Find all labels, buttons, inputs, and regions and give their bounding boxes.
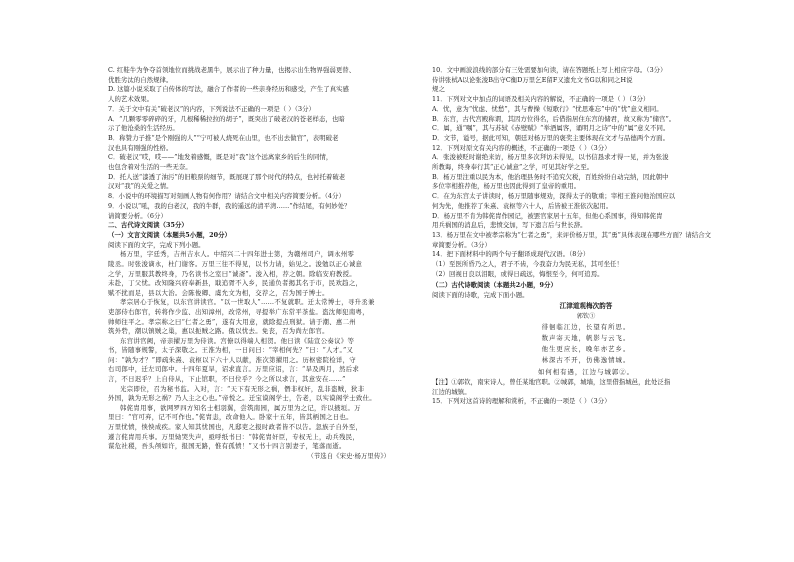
question-line: B．称赞力子推“是个刚强的人”“宁可被人烧死在山里，也不出去做官”，表明破老 — [108, 133, 339, 142]
question-line: D．托人送“漆透了油污”的旧粮票的细节，既展现了那个时代的特点，也衬托着破老 — [108, 172, 346, 181]
question-line: 8．小说中的环境描写对刻画人物有何作用？请结合文中相关内容简要分析。（4分） — [108, 192, 345, 201]
source-note: （节选自《宋史·杨万里传》） — [307, 451, 390, 460]
question-line: 14．把下面材料中的两个句子翻译成现代汉语。（8分） — [432, 250, 590, 259]
question-line: 12．下列对原文有关内容的概述，不正确的一项是（ ）（3分） — [432, 143, 611, 152]
question-line: C．在为东宫太子讲读时，杨万里随事规劝，深得太子的敬重；宰相王淮问他治国应以 — [432, 192, 676, 201]
question-line: D. 这篇小说采取了自传体的写法，融合了作者的一些亲身经历和感受，产生了真实感 — [108, 85, 349, 94]
passage-line: 谋危社稷，吾头颅如许，报国无路，惟有孤愤！”又书十四言别妻子，笔落而逝。 — [108, 442, 346, 451]
passage-line: 外国，孰为无形之祸？乃人主之心也。”帝悦之。迁宝谟阁学士，告老，以实谟阁学士致仕。 — [108, 394, 376, 403]
question-line: D．杨万里不肯为韩侂胄作园记，被罢官家居十五年，但他心系国事，得知韩侂胄 — [432, 211, 663, 220]
question-line: 多位宰相推荐他，杨万里也因此得到了皇帝的重用。 — [432, 182, 581, 191]
classical-prose-heading: （一）文言文阅读（本题共5小题，20分） — [108, 230, 231, 239]
passage-line: 右司郎中，迁左司郎中。十四年夏旱，诏求直言。万里应诏，言：“旱及两月，然后求 — [108, 365, 360, 374]
poetry-heading: （二）古代诗歌阅读（本题共2小题，9分） — [432, 281, 557, 290]
poem-line: 林深古不开，仿佛逸情城。 — [541, 356, 631, 365]
passage-line: 之学，万里服其教终身，乃名读书之室曰“诚斋”。浚入相，荐之朝。除临安府教授。 — [108, 269, 356, 278]
question-line: 何为先，他推荐了朱熹、袁枢等六十人，后皆被王淮依次起用。 — [432, 201, 613, 210]
poem-body — [432, 322, 740, 378]
passage-line: 书，皆随事规警，太子深敬之。王淮为相，一日问曰：“宰相何先？”曰：“人才。”又 — [108, 346, 354, 355]
question-line: A．“几颗零零碎碎的牙，几根稀稀拉拉的胡子”，既突出了破老汉的苍老样态，也暗 — [108, 114, 345, 123]
passage-line: 韩侂胄用事，欲网罗四方知名士相羽翼，尝筑南园，属万里为之记，许以掖垣。万 — [120, 403, 361, 412]
question-line: 7．关于文中有关“破老汉”的内容，下列说法不正确的一项是（ ）（3分） — [108, 104, 315, 113]
question-line: B．东宫，古代宫殿称谓，其因方位得名，后借指居住东宫的储君，故又称为“储宫”。 — [432, 114, 676, 123]
question-line: A．张浚被贬时谢绝来访，杨万里多次拜访未得见，以书信恳求才得一见，并为张浚 — [432, 153, 669, 162]
question-line: 汉也具有刚强的性格。 — [108, 143, 173, 152]
passage-line: 杨万里，字廷秀，吉州吉水人。中绍兴二十四年进士第，为赣州司户，调永州零 — [120, 250, 355, 259]
poem-author: 郭钦① — [576, 312, 596, 320]
question-line: D．文节，谥号，据此可知，朝廷对杨万里的褒奖主要体现在文才与品德两个方面。 — [432, 133, 670, 142]
passage-line: 遽言侂胄用兵事。万里恸哭失声，亟呼纸书曰：“韩侂胄奸臣，专权无上，动兵残民， — [108, 432, 360, 441]
question-line: C．属，通“嘱”，其与苏轼《赤壁赋》“举酒属客，诵明月之诗”中的“属”意义不同。 — [432, 124, 670, 133]
poem-instruction: 阅读下面的诗歌，完成下面小题。 — [432, 291, 529, 300]
passage-line: 孝宗居心于恢复，以东宫讲读官。“以一世取人”……不复就职。迁太常博士，寻升丞兼 — [120, 298, 375, 307]
passage-line: 东宫讲官阙，帝亲擢万里为侍读。宫僚以得端人相贺。他日读《陆宣公奏议》等 — [120, 336, 355, 345]
question-line: 章简要分析。（3分） — [432, 240, 491, 249]
question-line: A．忧，意为“忧虑、忧愁”，其与曹操《短歌行》“忧思难忘”中的“忧”意义相同。 — [432, 104, 663, 113]
passage-line: 里曰：“官可弃，记不可作也。”侂胄恚，改命他人。卧家十五年，皆其柄国之日也。 — [108, 413, 353, 422]
poem-title: 江津道观梅次韵答 — [559, 301, 613, 310]
section-two-heading: 二、古代诗文阅读（35分） — [108, 221, 188, 230]
passage-line: 陵丞。时张浚谪永，杜门谢客。万里三往不得见，以书力请，始见之。浚勉以正心诚意 — [108, 259, 363, 268]
poem-note-line: 【注】①郭钦，南宋诗人，曾任某地官职。②城郭，城墙，这里借指城邑，此处泛指 — [432, 377, 671, 386]
question-line: 汉对“我”的关爱之情。 — [108, 182, 173, 191]
passage-line: 吏部侍右郎官，转将作少监、出知漳州，改常州，寻提举广东常平茶盐。盗沈师犯南粤， — [108, 307, 369, 316]
question-line: 9．小说以“吼，我的白老汉，我的牛群，我的遥远的清平湾……”作结尾，有何妙处？ — [108, 201, 351, 210]
question-line: （1）至医所昏乃之人，君子不齿，今我奋力为民无私，其可坐任！ — [432, 260, 623, 269]
right-questions — [432, 95, 740, 279]
passage-line: 万里忧愤，怏怏成疾。家人知其忧国也，凡邸吏之报时政者皆不以告。忽族子自外至， — [108, 423, 363, 432]
question-line: 请简要分析。（6分） — [108, 211, 167, 220]
question-line: 也包含着对生活的一些无奈。 — [108, 163, 192, 172]
poem-note-line: 江边的城镇。 — [432, 387, 471, 396]
left-column — [108, 66, 410, 462]
passage-line: 未赴，丁父忧。改知隆兴府奉新县，戢追胥不入乡，民通负者揭其名于市，民欢趋之， — [108, 279, 363, 288]
question-15: 15．下列对这首诗的理解和赏析，不正确的一项是（ ）（3分） — [432, 397, 611, 406]
question-line: 11．下列对文中加点的词语及相关内容的解说，不正确的一项是（ ）（3分） — [432, 95, 650, 104]
question-line: 规之 — [432, 85, 445, 94]
poem-line: 数声寄天地，帆影与云飞。 — [541, 334, 631, 343]
left-top-questions — [108, 66, 410, 221]
read-instruction: 阅读下面的文字，完成下列小题。 — [108, 240, 205, 249]
passage-line: 筑外砦，潮以镇贼之巢，惠以扼贼之路。俄以忧去。免丧，召为尚左郎官。 — [108, 327, 329, 336]
question-line: 示了他沧桑的生活经历。 — [108, 124, 179, 133]
question-line: B．杨万里注重以民为本，他治理县务时不追究欠税，百姓纷纷自动完纳，因此朝中 — [432, 172, 669, 181]
question-line: 优胜劣汰的自然规律。 — [108, 75, 173, 84]
question-line: 10．文中画波浪线的部分有三处需要加句读，请在答题纸上写上相应字母。（3分） — [432, 66, 667, 74]
passage-line: 言，不日迟乎？上自侍从，下止馆职，不曰位乎？今之所以求言，其意安在……” — [108, 375, 346, 384]
question-line: 13．杨万里在文中被孝宗称为“仁者之勇”，来评价杨万里，其“勇”具体表现在哪些方面？请结合文 — [432, 230, 712, 239]
question-line: C. 红鞋牛为争夺首领地位而挑战老黑牛，展示出了种力量，也揭示出生物界强弱更替、 — [108, 66, 356, 74]
poem-notes — [432, 378, 740, 397]
poem-line: 他生更应长，晚年亦艺乡。 — [541, 345, 631, 354]
passage-line: 光宗即位，召为秘书监。入对，言：“天下有无形之祸，僭非权奸，乱非盗贼，狄非 — [120, 384, 365, 393]
question-line: 用兵祸国的消息后，悲愤交加，写下遗言后与世长辞。 — [432, 221, 587, 230]
question-line: 侍讲张栻A以论张浚B出守C衡D万里乞E留F又遗允文书G以和同之H说 — [432, 75, 633, 84]
classical-passage — [108, 250, 410, 451]
question-line: 所教诲，终身奉行其“正心诚意”之学，可见其好学之至。 — [432, 163, 594, 172]
passage-line: 帅师往平之。孝宗称之曰“仁者之勇”，遂有大用意，就除提点刑狱。请于潮、惠二州 — [108, 317, 356, 326]
question-line: （2）回视日良以泪眼，或得日疏远，悔恨至今，何可追焉。 — [432, 269, 604, 278]
question-10 — [432, 66, 740, 95]
poem-line: 徘徊临江边，长望有所思。 — [541, 322, 631, 331]
passage-line: 赋不扰而足，县以大治。会陈俊卿、虞允文为相，交荐之，召为国子博士。 — [108, 288, 329, 297]
right-column — [432, 66, 740, 407]
poem-line: 如何相有遇，江边与城郭②。 — [537, 367, 635, 376]
question-line: 人的艺术效果。 — [108, 95, 154, 104]
passage-line: 问：“孰为才？”即疏朱熹、袁枢以下六十人以献，淮次第擢用之。历枢密院检详，守 — [108, 355, 356, 364]
question-line: C．破老汉“哎，哎——”地发着感慨，既是对“我”这个远离家乡的后生的同情， — [108, 153, 333, 162]
